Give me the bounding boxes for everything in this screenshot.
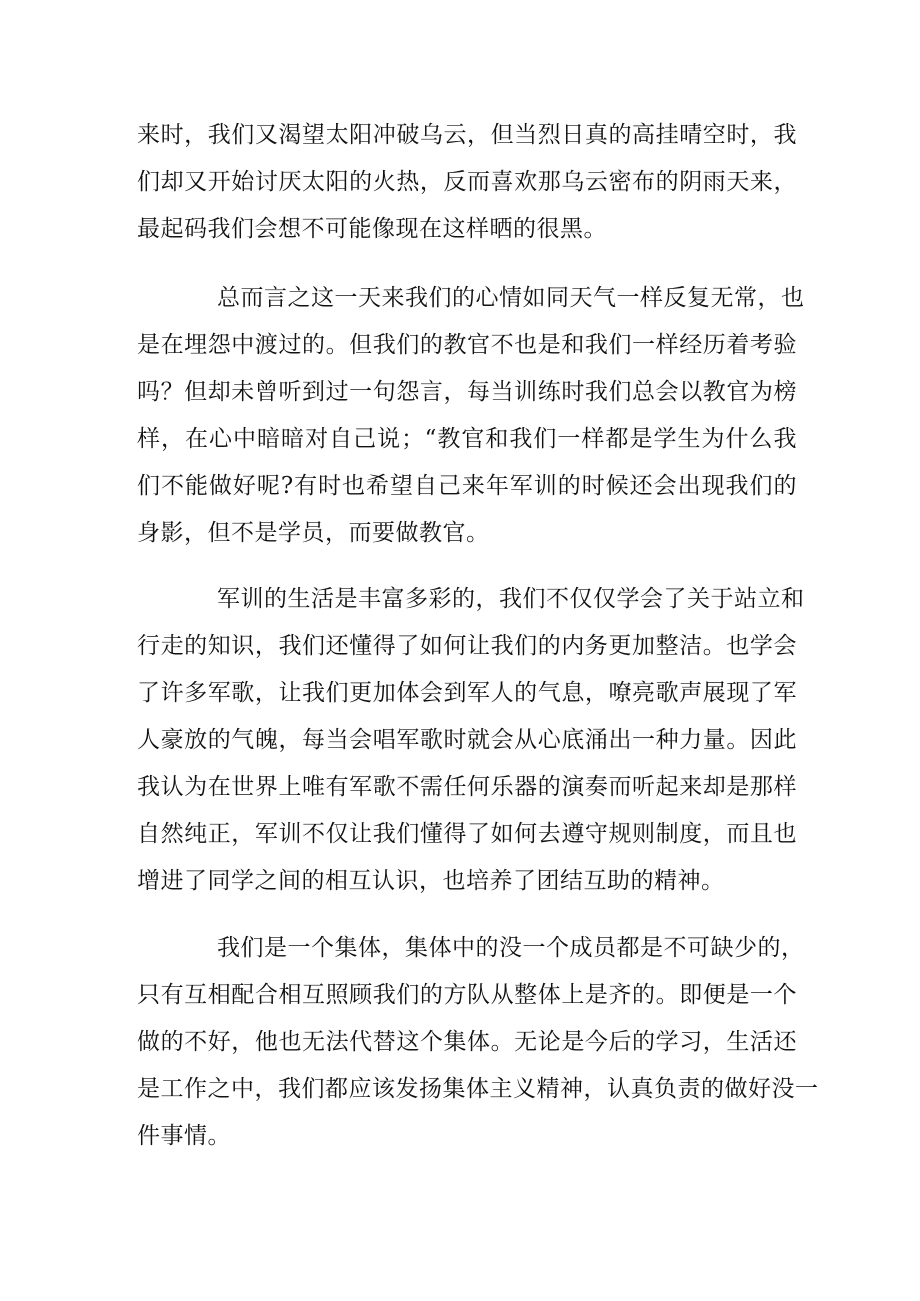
text-line: 我认为在世界上唯有军歌不需任何乐器的演奏而听起来却是那样: [137, 774, 797, 800]
text-line: 身影，但不是学员，而要做教官。: [137, 520, 490, 546]
text-line: 们不能做好呢?有时也希望自己来年军训的时候还会出现我们的: [137, 473, 797, 499]
text-line: 样，在心中暗暗对自己说；“教官和我们一样都是学生为什么我: [137, 426, 797, 452]
text-line: 行走的知识，我们还懂得了如何让我们的内务更加整洁。也学会: [137, 633, 797, 659]
text-line: 是工作之中，我们都应该发扬集体主义精神，认真负责的做好没一: [137, 1076, 819, 1102]
text-line: 自然纯正，军训不仅让我们懂得了如何去遵守规则制度，而且也: [137, 821, 797, 847]
text-line: 增进了同学之间的相互认识，也培养了团结互助的精神。: [137, 868, 725, 894]
text-line: 人豪放的气魄，每当会唱军歌时就会从心底涌出一种力量。因此: [137, 727, 797, 753]
text-line: 吗？但却未曾听到过一句怨言，每当训练时我们总会以教官为榜: [137, 379, 797, 405]
text-line: 军训的生活是丰富多彩的，我们不仅仅学会了关于站立和: [217, 586, 805, 612]
text-line: 件事情。: [137, 1123, 231, 1149]
text-line: 了许多军歌，让我们更加体会到军人的气息，嘹亮歌声展现了军: [137, 680, 797, 706]
text-line: 总而言之这一天来我们的心情如同天气一样反复无常，也: [217, 285, 805, 311]
text-line: 只有互相配合相互照顾我们的方队从整体上是齐的。即便是一个: [137, 982, 797, 1008]
text-line: 们却又开始讨厌太阳的火热，反而喜欢那乌云密布的阴雨天来，: [137, 169, 797, 195]
text-line: 做的不好，他也无法代替这个集体。无论是今后的学习，生活还: [137, 1029, 797, 1055]
text-line: 最起码我们会想不可能像现在这样晒的很黑。: [137, 216, 607, 242]
text-line: 是在埋怨中渡过的。但我们的教官不也是和我们一样经历着考验: [137, 332, 797, 358]
text-line: 来时，我们又渴望太阳冲破乌云，但当烈日真的高挂晴空时，我: [137, 122, 797, 148]
text-line: 我们是一个集体，集体中的没一个成员都是不可缺少的，: [217, 935, 805, 961]
